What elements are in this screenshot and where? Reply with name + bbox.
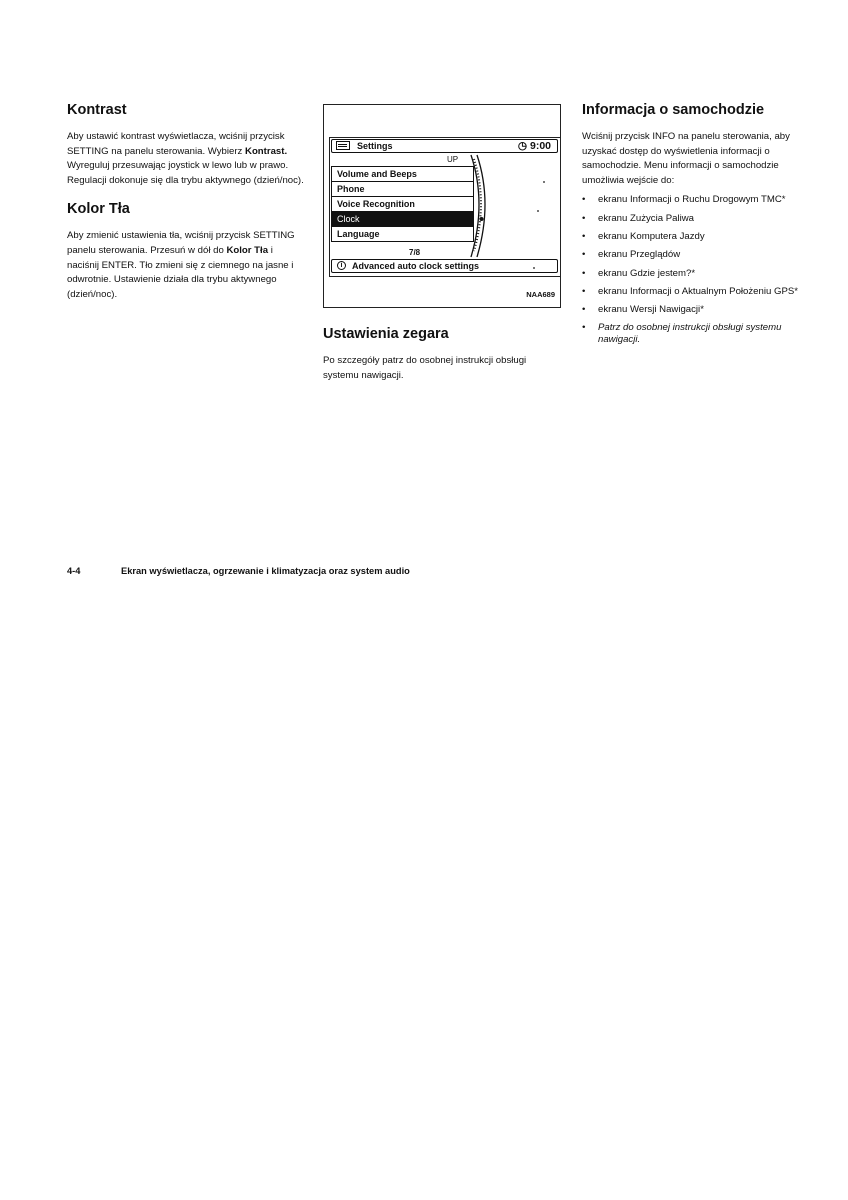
- kolor-tla-paragraph: [67, 229, 307, 302]
- ustawienia-zegara-heading: Ustawienia zegara: [323, 326, 449, 342]
- settings-screen: [329, 137, 562, 277]
- screen-speck: [533, 267, 535, 269]
- kontrast-text-rest: Wyreguluj przesuwając joystick w lewo lub w prawo. Regulacji dokonuje się dla trybu aktywnego (dzień/noc).: [67, 160, 304, 186]
- menu-item-voice-recognition[interactable]: Voice Recognition: [331, 196, 474, 212]
- middle-column: [323, 104, 563, 394]
- settings-screen-figure: [323, 104, 561, 308]
- ustawienia-zegara-paragraph: Po szczegóły patrz do osobnej instrukcji obsługi systemu nawigacji.: [323, 355, 527, 381]
- informacja-list: [582, 194, 822, 346]
- scroll-arc[interactable]: [469, 153, 491, 259]
- kontrast-heading: Kontrast: [67, 102, 127, 118]
- menu-item-language[interactable]: Language: [331, 226, 474, 242]
- kolor-tla-heading: Kolor Tła: [67, 201, 130, 218]
- right-column: [582, 100, 822, 346]
- scroll-arc-ticks: [474, 159, 481, 251]
- page-indicator: 7/8: [409, 248, 421, 257]
- settings-icon: [336, 141, 350, 150]
- scroll-position-indicator: [480, 217, 484, 221]
- kolor-tla-text-rest: i naciśnij ENTER. Tło zmieni się z ciemnego na jasne i odwrotnie. Ustawienie działa dla trybu aktywnego (dzień/noc).: [67, 244, 294, 300]
- clock-time: 9:00: [529, 140, 551, 152]
- menu-item-volume-and-beeps[interactable]: Volume and Beeps: [331, 166, 474, 182]
- list-item: • ekranu Komputera Jazdy: [582, 231, 822, 243]
- clock-icon: ◷: [517, 140, 530, 152]
- info-text: Advanced auto clock settings: [352, 261, 480, 271]
- menu-item-clock[interactable]: Clock: [331, 211, 474, 227]
- list-item: • ekranu Przeglądów: [582, 249, 822, 261]
- list-item: • ekranu Zużycia Paliwa: [582, 213, 822, 225]
- footer-title: Ekran wyświetlacza, ogrzewanie i klimatyzacja oraz system audio: [121, 566, 410, 576]
- kolor-tla-text: Aby zmienić ustawienia tła, wciśnij przycisk SETTING panelu sterowania. Przesuń w dół do: [67, 230, 295, 256]
- informacja-heading: Informacja o samochodzie: [582, 102, 765, 118]
- menu-item-phone[interactable]: Phone: [331, 181, 474, 197]
- screen-speck: [537, 210, 539, 212]
- left-column: [67, 100, 307, 313]
- clock-display: [518, 140, 551, 152]
- list-item: • ekranu Informacji o Ruchu Drogowym TMC*: [582, 194, 822, 206]
- figure-code: NAA689: [526, 290, 555, 299]
- informacja-intro: Wciśnij przycisk INFO na panelu sterowania, aby uzyskać dostęp do wyświetlenia informacji o samochodzie. Menu informacji o samochodzie umożliwia wejście do:: [582, 131, 790, 186]
- list-item: • ekranu Gdzie jestem?*: [582, 268, 822, 280]
- screen-title: Settings: [357, 141, 393, 151]
- kontrast-paragraph: [67, 130, 307, 188]
- page-footer: [67, 566, 410, 576]
- page-number: 4-4: [67, 566, 81, 576]
- scroll-arc-outer: [471, 155, 479, 257]
- scroll-up-label: UP: [447, 155, 459, 164]
- kontrast-text: Aby ustawić kontrast wyświetlacza, wciśnij przycisk SETTING na panelu sterowania. Wybierz: [67, 131, 285, 157]
- info-bar: [331, 259, 558, 273]
- screen-speck: [543, 181, 545, 183]
- list-item: • ekranu Wersji Nawigacji*: [582, 304, 822, 316]
- kontrast-bold-term: Kontrast.: [245, 145, 288, 157]
- list-note: • Patrz do osobnej instrukcji obsługi systemu nawigacji.: [582, 322, 822, 346]
- info-icon: i: [337, 261, 346, 270]
- list-item: • ekranu Informacji o Aktualnym Położeniu GPS*: [582, 286, 822, 298]
- screen-title-bar: [331, 139, 558, 153]
- scroll-arc-inner: [477, 155, 485, 257]
- settings-menu: [331, 166, 474, 241]
- kolor-tla-bold-term: Kolor Tła: [226, 244, 269, 256]
